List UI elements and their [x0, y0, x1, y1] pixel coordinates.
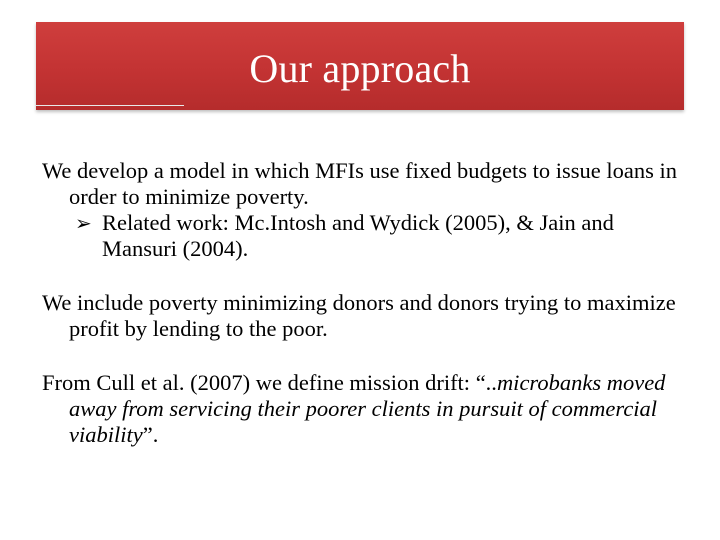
arrow-bullet-icon: ➢ — [75, 211, 92, 235]
mission-drift-lead: From Cull et al. (2007) we define mission drift: — [42, 370, 471, 395]
sub-bullet-related-work — [42, 210, 692, 262]
title-underline — [36, 105, 184, 106]
paragraph-model: We develop a model in which MFIs use fixed budgets to issue loans in order to minimize poverty. — [42, 158, 677, 209]
paragraph-mission-drift — [42, 370, 692, 448]
paragraph-donors: We include poverty minimizing donors and donors trying to maximize profit by lending to the poor. — [42, 290, 676, 341]
mission-drift-quote: microbanks moved away from servicing their poorer clients in pursuit of commercial viability — [69, 370, 666, 447]
slide-title: Our approach — [249, 46, 471, 91]
quote-open: “.. — [475, 370, 497, 395]
sub-bullet-text: Related work: Mc.Intosh and Wydick (2005), & Jain and Mansuri (2004). — [102, 210, 614, 261]
quote-close: ”. — [142, 422, 159, 447]
slide-body — [42, 158, 692, 448]
